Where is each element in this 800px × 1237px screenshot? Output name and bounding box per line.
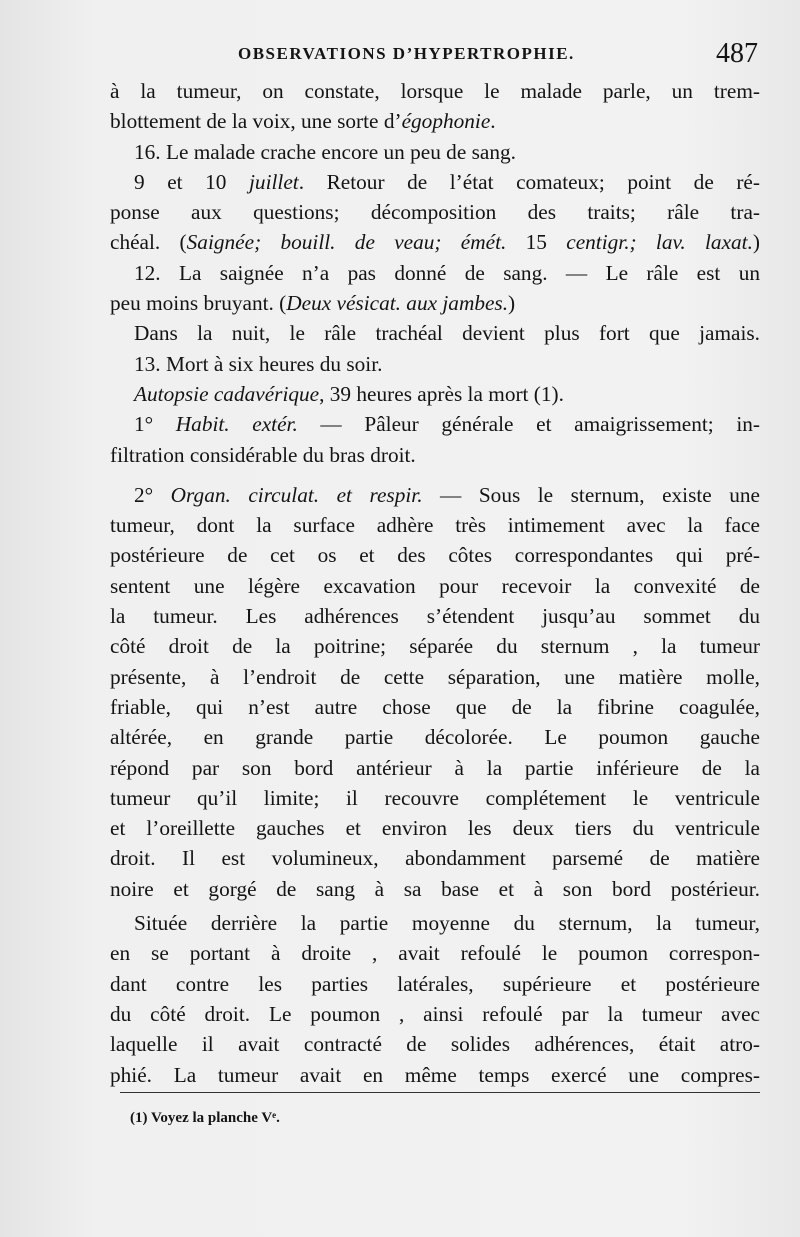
text-segment: . xyxy=(490,109,496,134)
text-line xyxy=(110,908,760,938)
text-line xyxy=(110,540,760,570)
text-line xyxy=(110,76,760,106)
text-segment: 13. Mort à six heures du soir. xyxy=(134,351,383,376)
text-segment: 1° xyxy=(134,412,176,437)
text-segment: noire et gorgé de sang à sa base et à son bord postérieur. xyxy=(110,876,760,901)
text-segment: répond par son bord antérieur à la partie inférieure de la xyxy=(110,755,760,780)
page-number: 487 xyxy=(716,38,758,69)
text-line xyxy=(110,571,760,601)
text-segment: peu moins bruyant. ( xyxy=(110,291,287,316)
italic-text: Saignée; bouill. de veau; émét. xyxy=(186,230,507,255)
text-line xyxy=(110,227,760,257)
text-line xyxy=(110,783,760,813)
text-segment: 2° xyxy=(134,482,171,507)
text-segment: — Pâleur générale et amaigrissement; in- xyxy=(297,412,760,437)
text-segment: et l’oreillette gauches et environ les deux tiers du ventricule xyxy=(110,816,760,841)
text-segment: tumeur, dont la surface adhère très intimement avec la face xyxy=(110,513,760,538)
text-segment: phié. La tumeur avait en même temps exercé une compres- xyxy=(110,1062,760,1087)
footnote-separator xyxy=(120,1092,760,1093)
italic-text: Organ. circulat. et respir. xyxy=(170,482,423,507)
text-line xyxy=(110,167,760,197)
text-line xyxy=(110,106,760,136)
italic-text: Habit. extér. xyxy=(175,412,298,437)
text-segment: 12. La saignée n’a pas donné de sang. — Le râle est un xyxy=(134,260,760,285)
text-line xyxy=(110,510,760,540)
text-line xyxy=(110,662,760,692)
running-head xyxy=(110,38,760,72)
text-segment: — Sous le sternum, existe une xyxy=(422,482,760,507)
text-line xyxy=(110,349,760,379)
text-segment: sentent une légère excavation pour recevoir la convexité de xyxy=(110,573,760,598)
text-segment: blottement de la voix, une sorte d’ xyxy=(110,109,402,134)
text-line xyxy=(110,722,760,752)
text-line xyxy=(110,631,760,661)
text-line xyxy=(110,480,760,510)
text-segment: ) xyxy=(752,230,761,255)
text-segment: 15 xyxy=(506,230,567,255)
text-line xyxy=(110,137,760,167)
text-line xyxy=(110,692,760,722)
text-segment: la tumeur. Les adhérences s’étendent jusqu’au sommet du xyxy=(110,604,760,629)
text-segment: Dans la nuit, le râle trachéal devient plus fort que jamais. xyxy=(134,321,760,346)
text-line xyxy=(110,409,760,439)
text-segment: ponse aux questions; décomposition des traits; râle tra- xyxy=(110,200,760,225)
text-segment: droit. Il est volumineux, abondamment parsemé de matière xyxy=(110,846,760,871)
text-segment: tumeur qu’il limite; il recouvre complétement le ventricule xyxy=(110,785,760,810)
text-segment: côté droit de la poitrine; séparée du sternum , la tumeur xyxy=(110,634,760,659)
text-segment: postérieure de cet os et des côtes correspondantes qui pré- xyxy=(110,543,760,568)
text-line xyxy=(110,440,760,470)
text-segment: laquelle il avait contracté de solides adhérences, était atro- xyxy=(110,1032,760,1057)
text-segment: présente, à l’endroit de cette séparation, une matière molle, xyxy=(110,664,760,689)
text-segment: filtration considérable du bras droit. xyxy=(110,442,416,467)
italic-text: Deux vésicat. aux jambes. xyxy=(286,291,509,316)
footnote: (1) Voyez la planche Vᵉ. xyxy=(130,1110,280,1126)
text-segment: altérée, en grande partie décolorée. Le poumon gauche xyxy=(110,725,760,750)
text-segment: 16. Le malade crache encore un peu de sang. xyxy=(134,139,516,164)
text-line xyxy=(110,197,760,227)
italic-text: égophonie xyxy=(401,109,491,134)
text-segment: 9 et 10 xyxy=(134,169,249,194)
text-line xyxy=(110,1029,760,1059)
text-segment: , 39 heures après la mort (1). xyxy=(319,381,564,406)
text-segment: friable, qui n’est autre chose que de la fibrine coagulée, xyxy=(110,694,760,719)
text-segment: à la tumeur, on constate, lorsque le malade parle, un trem- xyxy=(110,79,760,103)
text-line xyxy=(110,843,760,873)
text-line xyxy=(110,874,760,904)
text-segment: ) xyxy=(508,291,516,316)
text-line xyxy=(110,601,760,631)
text-line xyxy=(110,969,760,999)
text-line xyxy=(110,813,760,843)
text-line xyxy=(110,258,760,288)
running-head-title: OBSERVATIONS D’HYPERTROPHIE. xyxy=(238,44,575,63)
text-line xyxy=(110,318,760,348)
text-segment: dant contre les parties latérales, supérieure et postérieure xyxy=(110,971,760,996)
text-segment: Située derrière la partie moyenne du sternum, la tumeur, xyxy=(134,911,760,936)
text-line xyxy=(110,999,760,1029)
text-line xyxy=(110,1060,760,1090)
text-segment: en se portant à droite , avait refoulé le poumon correspon- xyxy=(110,941,760,966)
text-line xyxy=(110,379,760,409)
text-line xyxy=(110,753,760,783)
text-line xyxy=(110,288,760,318)
italic-text: Autopsie cadavérique xyxy=(134,381,320,406)
text-segment: chéal. ( xyxy=(110,230,187,255)
text-segment: du côté droit. Le poumon , ainsi refoulé par la tumeur avec xyxy=(110,1001,760,1026)
italic-text: juillet xyxy=(249,169,299,194)
text-line xyxy=(110,938,760,968)
text-segment: . Retour de l’état comateux; point de ré- xyxy=(298,169,760,194)
italic-text: centigr.; lav. laxat. xyxy=(566,230,753,255)
body-text xyxy=(110,76,760,1090)
